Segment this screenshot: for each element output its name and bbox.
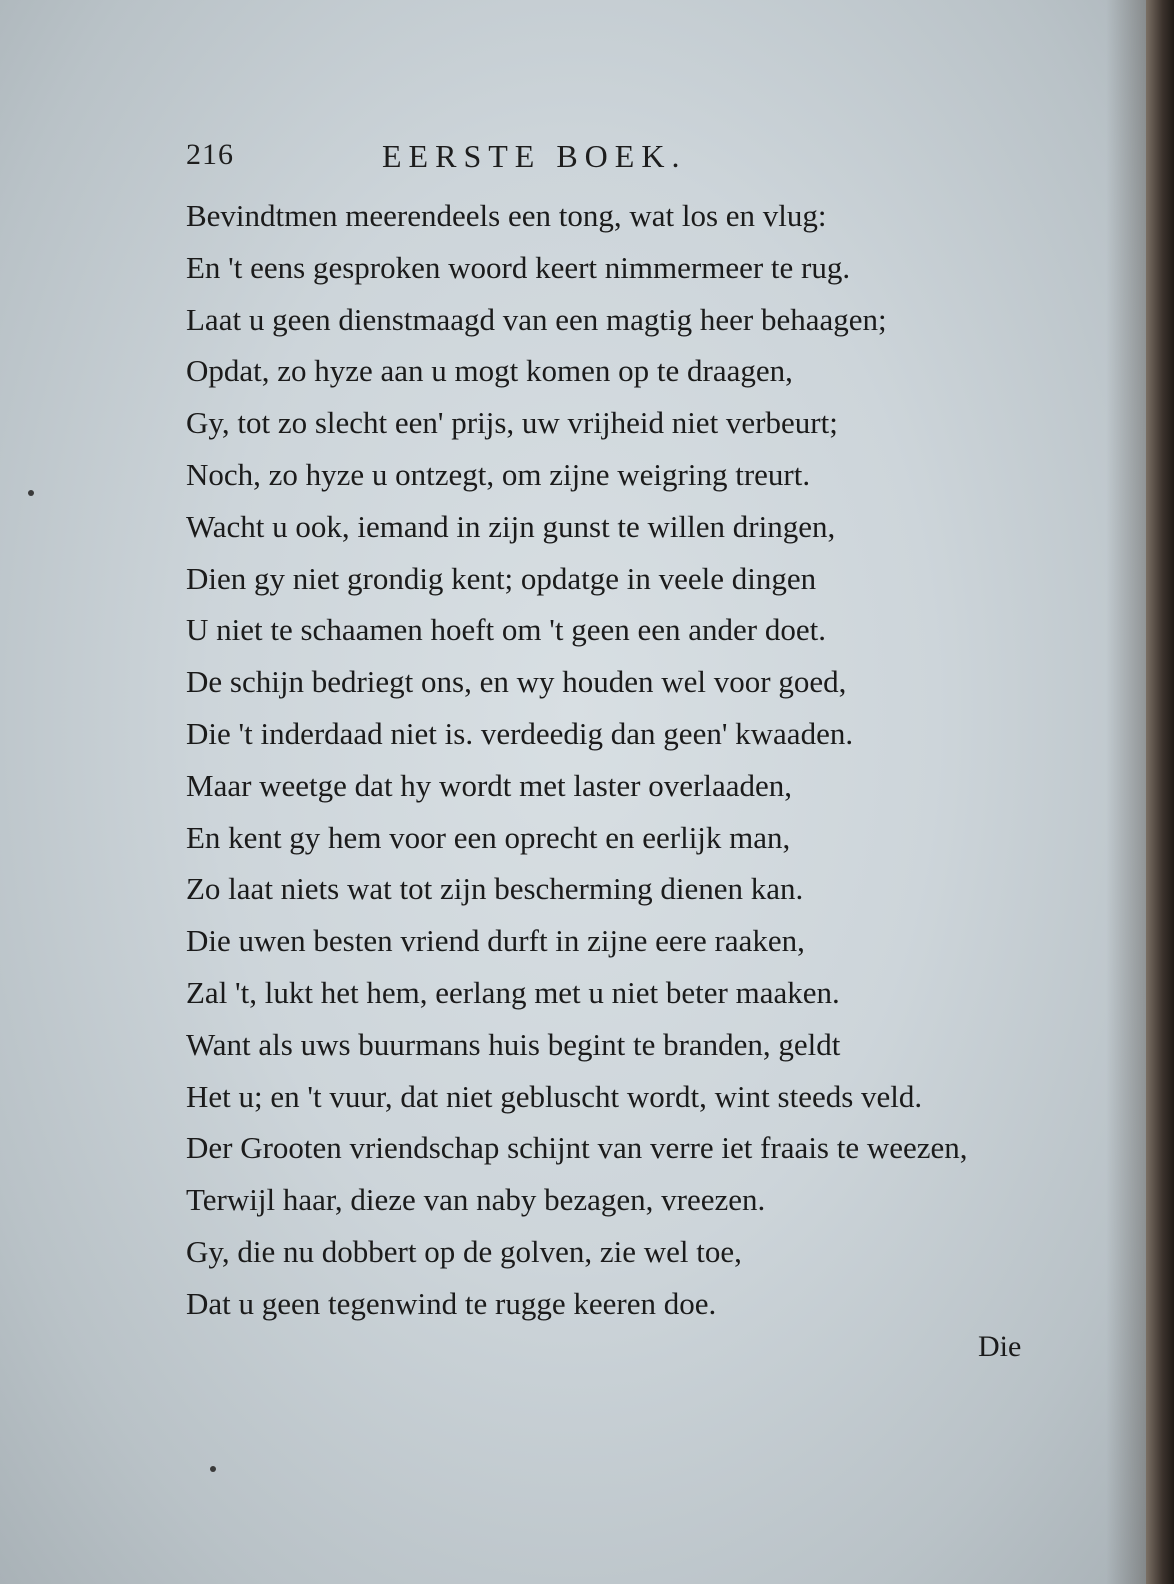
verse-line: Opdat, zo hyze aan u mogt komen op te draagen,	[186, 353, 793, 389]
verse-line: Het u; en 't vuur, dat niet gebluscht wordt, wint steeds veld.	[186, 1078, 923, 1114]
verse-line: Die uwen besten vriend durft in zijne eere raaken,	[186, 923, 805, 959]
verse-line: Dien gy niet grondig kent; opdatge in veele dingen	[186, 560, 817, 596]
verse-line: Zo laat niets wat tot zijn bescherming dienen kan.	[186, 871, 804, 907]
verse-line: Laat u geen dienstmaagd van een magtig heer behaagen;	[186, 301, 887, 337]
paper-speck	[28, 490, 34, 496]
verse-line: Die 't inderdaad niet is. verdeedig dan geen' kwaaden.	[186, 715, 854, 751]
catchword: Die	[978, 1330, 1022, 1363]
page-header	[186, 138, 1006, 182]
verse-line: Noch, zo hyze u ontzegt, om zijne weigring treurt.	[186, 456, 811, 492]
verse-line: Maar weetge dat hy wordt met laster overlaaden,	[186, 767, 792, 803]
verse-line: Gy, die nu dobbert op de golven, zie wel toe,	[186, 1233, 742, 1269]
verse-line: Dat u geen tegenwind te rugge keeren doe.	[186, 1285, 717, 1321]
verse-line: Der Grooten vriendschap schijnt van verre iet fraais te weezen,	[186, 1130, 968, 1166]
verse-line: Terwijl haar, dieze van naby bezagen, vreezen.	[186, 1182, 766, 1218]
running-title: EERSTE BOEK.	[382, 138, 687, 174]
verse-line: De schijn bedriegt ons, en wy houden wel voor goed,	[186, 664, 847, 700]
poem-text	[186, 190, 1036, 1330]
page-edge	[1146, 0, 1174, 1584]
page-number: 216	[186, 138, 234, 171]
verse-line: Wacht u ook, iemand in zijn gunst te willen dringen,	[186, 508, 836, 544]
verse-line: Want als uws buurmans huis begint te branden, geldt	[186, 1026, 841, 1062]
verse-line: En kent gy hem voor een oprecht en eerlijk man,	[186, 819, 791, 855]
verse-line: U niet te schaamen hoeft om 't geen een ander doet.	[186, 612, 826, 648]
verse-line: En 't eens gesproken woord keert nimmermeer te rug.	[186, 249, 851, 285]
paper-speck	[210, 1466, 216, 1472]
verse-line: Gy, tot zo slecht een' prijs, uw vrijheid niet verbeurt;	[186, 405, 838, 441]
verse-line: Bevindtmen meerendeels een tong, wat los en vlug:	[186, 198, 827, 233]
verse-line: Zal 't, lukt het hem, eerlang met u niet beter maaken.	[186, 974, 840, 1010]
